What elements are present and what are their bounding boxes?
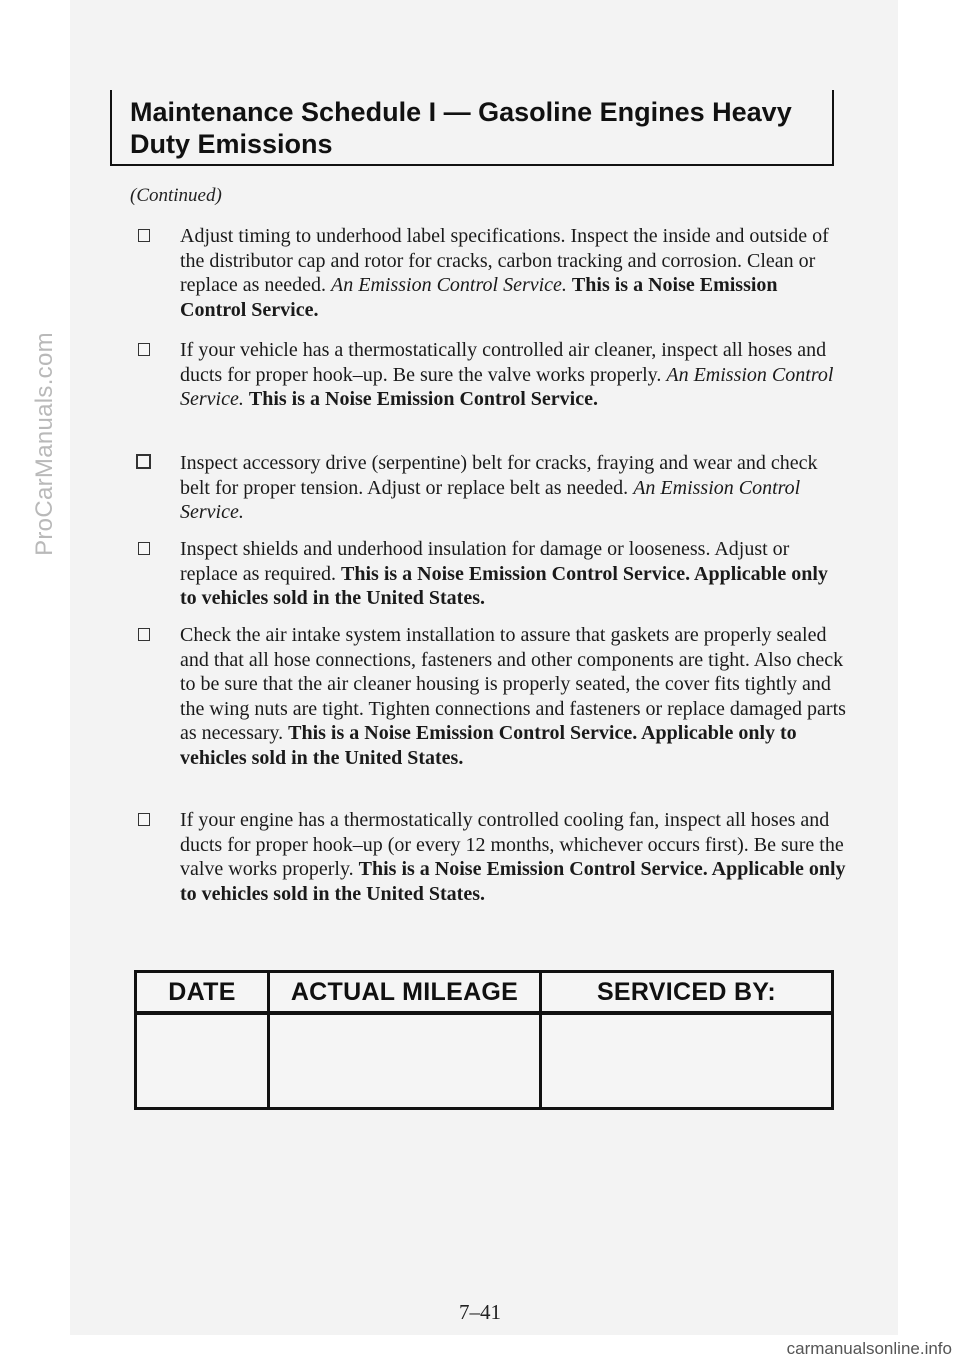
checklist-item bbox=[138, 808, 848, 906]
header-serviced-by: SERVICED BY: bbox=[541, 972, 833, 1014]
item-bold-note: This is a Noise Emission Control Service. Applicable only to vehicles sold in the United States. bbox=[180, 858, 846, 905]
checkbox-icon bbox=[138, 628, 150, 641]
item-italic-note: An Emission Control Service. bbox=[180, 476, 801, 523]
date-cell[interactable] bbox=[136, 1013, 269, 1109]
item-text: Adjust timing to underhood label specifications. Inspect the inside and outside of the distributor cap and rotor for cracks, carbon tracking and corrosion. Clean or replace as needed. bbox=[180, 225, 829, 296]
checkbox-icon bbox=[136, 454, 151, 469]
checklist-item bbox=[138, 537, 848, 611]
checkbox-icon bbox=[138, 542, 150, 555]
item-text: If your vehicle has a thermostatically controlled air cleaner, inspect all hoses and ducts for proper hook–up. Be sure the valve works properly. bbox=[180, 339, 827, 386]
serviced-by-cell[interactable] bbox=[541, 1013, 833, 1109]
item-text: Inspect accessory drive (serpentine) belt for cracks, fraying and wear and check belt for proper tension. Adjust or replace belt as needed. bbox=[180, 452, 818, 499]
continued-label: (Continued) bbox=[130, 185, 222, 206]
item-italic-note: An Emission Control Service. bbox=[180, 363, 834, 410]
header-date: DATE bbox=[136, 972, 269, 1014]
checklist-item bbox=[138, 224, 848, 322]
item-text: If your engine has a thermostatically controlled cooling fan, inspect all hoses and ducts for proper hook–up (or every 12 months, whichever occurs first). Be sure the valve works properly. bbox=[180, 809, 844, 880]
item-bold-note: This is a Noise Emission Control Service. Applicable only to vehicles sold in the United States. bbox=[180, 722, 797, 769]
header-actual-mileage: ACTUAL MILEAGE bbox=[269, 972, 541, 1014]
checkbox-icon bbox=[138, 343, 150, 356]
table-header-row bbox=[136, 972, 833, 1014]
checklist-item bbox=[138, 451, 848, 525]
side-watermark bbox=[20, 0, 70, 1363]
item-bold-note: This is a Noise Emission Control Service. bbox=[248, 388, 598, 410]
item-bold-note: This is a Noise Emission Control Service. bbox=[180, 274, 778, 321]
site-footer bbox=[0, 1335, 960, 1363]
checklist-item bbox=[138, 338, 848, 412]
watermark-text: ProCarManuals.com bbox=[31, 332, 58, 556]
service-record-table bbox=[134, 970, 834, 1110]
page-number: 7–41 bbox=[459, 1300, 501, 1324]
item-text: Check the air intake system installation to assure that gaskets are properly sealed and that all hose connections, fasteners and other components are tight. Also check to be sure that the air cleaner housing is properly seated, the cover fits tightly and the wing nuts are tight. Tighten connections and fasteners or replace damaged parts as necessary. bbox=[180, 624, 846, 744]
checkbox-icon bbox=[138, 229, 150, 242]
table-row bbox=[136, 1013, 833, 1109]
section-title: Maintenance Schedule I — Gasoline Engines Heavy Duty Emissions bbox=[130, 97, 792, 159]
site-footer-text: carmanualsonline.info bbox=[786, 1339, 952, 1358]
item-bold-note: This is a Noise Emission Control Service. Applicable only to vehicles sold in the United States. bbox=[180, 562, 828, 609]
section-title-box bbox=[110, 90, 834, 166]
checklist-item bbox=[138, 623, 848, 770]
checkbox-icon bbox=[138, 813, 150, 826]
item-italic-note: An Emission Control Service. bbox=[331, 274, 567, 296]
mileage-cell[interactable] bbox=[269, 1013, 541, 1109]
item-text: Inspect shields and underhood insulation for damage or looseness. Adjust or replace as required. bbox=[180, 538, 790, 585]
